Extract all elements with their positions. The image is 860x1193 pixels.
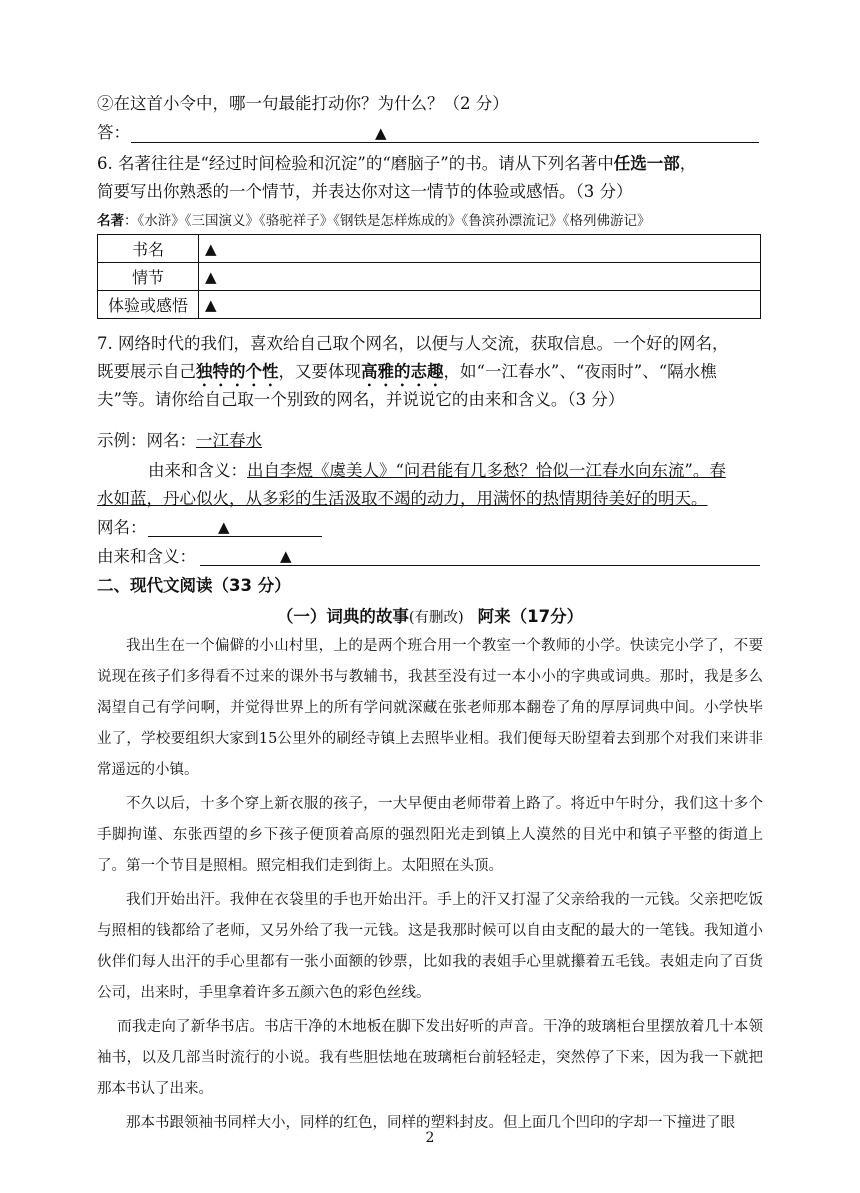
article-title: （一）词典的故事(有删改) 阿来（17分） xyxy=(276,607,584,626)
triangle-mark-icon: ▲ xyxy=(218,518,230,536)
paragraph: 我们开始出汗。我伸在衣袋里的手也开始出汗。手上的汗又打湿了父亲给我的一元钱。父亲把吃饭与照相的钱都给了老师，又另外给了我一元钱。这是我那时候可以自由支配的最大的一笔钱。我知道小伙伴们每人出汗的手心里都有一张小面额的钞票，比如我的表姐手心里就攥着五毛钱。表姐走向了百货公司，出来时，手里拿着许多五颜六色的彩色丝线。 xyxy=(97,892,763,1001)
table-answer-cell[interactable]: ▲ xyxy=(199,291,761,319)
answer-label: 答： xyxy=(97,123,130,142)
table-answer-cell[interactable]: ▲ xyxy=(199,263,761,291)
table-key: 情节 xyxy=(98,263,199,291)
example-origin-line1: 由来和含义：出自李煜《虞美人》“问君能有几多愁？恰似一江春水向东流”。春 xyxy=(148,461,726,480)
table-key: 书名 xyxy=(98,235,199,263)
example-name-line: 示例：网名：一江春水 xyxy=(97,431,262,450)
question-7-line1: 7. 网络时代的我们，喜欢给自己取个网名，以便与人交流，获取信息。一个好的网名， xyxy=(97,334,729,353)
table-row xyxy=(98,263,761,291)
paragraph: 不久以后，十多个穿上新衣服的孩子，一大早便由老师带着上路了。将近中午时分，我们这十多个手脚拘谨、东张西望的乡下孩子便顶着高原的强烈阳光走到镇上人漠然的目光中和镇子平整的街道上了。第一个节目是照相。照完相我们走到街上。太阳照在头顶。 xyxy=(97,796,763,874)
answer-table xyxy=(97,234,761,319)
question-6-line1: 6. 名著往往是“经过时间检验和沉淀”的“磨脑子”的书。请从下列名著中任选一部， xyxy=(97,154,697,173)
triangle-mark-icon: ▲ xyxy=(375,124,387,142)
question-7-line3: 夫”等。请你给自己取一个别致的网名，并说说它的由来和含义。（3 分） xyxy=(97,390,625,409)
triangle-mark-icon: ▲ xyxy=(280,547,292,565)
article-body xyxy=(97,631,763,1139)
meaning-label: 由来和含义： xyxy=(97,547,196,566)
name-label: 网名： xyxy=(97,518,147,537)
example-name: 一江春水 xyxy=(196,431,262,450)
answer-blank[interactable] xyxy=(131,124,759,143)
table-key: 体验或感悟 xyxy=(98,291,199,319)
works-list: 名著：《水浒》《三国演义》《骆驼祥子》《钢铁是怎样炼成的》《鲁滨孙漂流记》《格列佛游记》 xyxy=(97,213,651,229)
emphasis-unique-personality: 独特的个性 xyxy=(196,362,279,381)
emphasis-choose-one: 任选一部 xyxy=(613,154,680,173)
table-row xyxy=(98,235,761,263)
question-5-2: ②在这首小令中，哪一句最能打动你？为什么？（2 分） xyxy=(97,94,509,113)
name-blank[interactable] xyxy=(148,518,322,537)
meaning-blank[interactable] xyxy=(200,547,760,566)
question-6-line2: 简要写出你熟悉的一个情节，并表达你对这一情节的体验或感悟。（3 分） xyxy=(97,182,633,201)
paragraph: 那本书跟领袖书同样大小，同样的红色，同样的塑料封皮。但上面几个凹印的字却一下撞进了眼 xyxy=(126,1115,735,1131)
question-7-line2: 既要展示自己独特的个性，又要体现高雅的志趣，如“一江春水”、“夜雨时”、“隔水樵 xyxy=(97,362,717,381)
paragraph: 而我走向了新华书店。书店干净的木地板在脚下发出好听的声音。干净的玻璃柜台里摆放着几十本领袖书，以及几部当时流行的小说。我有些胆怯地在玻璃柜台前轻轻走，突然停了下来，因为我一下就把那本书认了出来。 xyxy=(97,1019,763,1097)
paragraph: 我出生在一个偏僻的小山村里，上的是两个班合用一个教室一个教师的小学。快读完小学了，不要说现在孩子们多得看不过来的课外书与教辅书，我甚至没有过一本小小的字典或词典。那时，我是多么渴望自己有学问啊，并觉得世界上的所有学问就深藏在张老师那本翻卷了角的厚厚词典中间。小学快毕业了，学校要组织大家到15公里外的刷经寺镇上去照毕业相。我们便每天盼望着去到那个对我们来讲非常遥远的小镇。 xyxy=(97,638,763,778)
example-origin-line2: 水如蓝，丹心似火，从多彩的生活汲取不竭的动力，用满怀的热情期待美好的明天。 xyxy=(97,489,708,508)
table-row xyxy=(98,291,761,319)
table-answer-cell[interactable]: ▲ xyxy=(199,235,761,263)
page-number: 2 xyxy=(425,1130,435,1146)
emphasis-elegant-taste: 高雅的志趣 xyxy=(361,362,444,381)
section-heading: 二、现代文阅读（33 分） xyxy=(97,576,291,595)
